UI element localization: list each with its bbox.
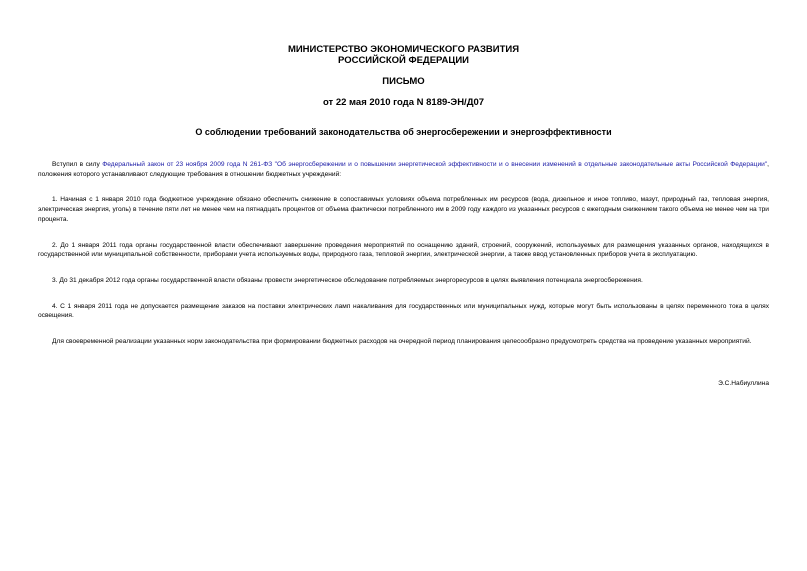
paragraph-1: 1. Начиная с 1 января 2010 года бюджетное учреждение обязано обеспечить снижение в сопоставимых условиях объема потребленных им ресурсов (вода, дизельное и иное топливо, мазут, природный газ, тепловая энергия, электрическая энергия, уголь) в течение пяти лет не менее чем на пятнадцать процентов от объема фактически потребленного им в 2009 году каждого из указанных ресурсов с ежегодным снижением такого объема не менее чем на три процента. xyxy=(38,196,769,223)
signature: Э.С.Набиуллина xyxy=(718,380,769,387)
intro-paragraph xyxy=(38,160,769,179)
intro-suffix: , положения которого устанавливают следующие требования в отношении бюджетных учреждений: xyxy=(38,161,769,178)
document-body xyxy=(38,160,769,347)
federal-law-link[interactable]: Федеральный закон от 23 ноября 2009 года N 261-ФЗ "Об энергосбережении и о повышении энергетической эффективности и о внесении изменений в отдельные законодательные акты Российской Федерации" xyxy=(102,161,768,168)
document-subject: О соблюдении требований законодательства об энергосбережении и энергоэффективности xyxy=(195,127,612,137)
document-page xyxy=(38,44,769,387)
paragraph-2: 2. До 1 января 2011 года органы государственной власти обеспечивают завершение проведения мероприятий по оснащению зданий, строений, сооружений, используемых для размещения указанных органов, находящихся в государственной или муниципальной собственности, приборами учета используемых воды, природного газа, тепловой энергии, электрической энергии, а также ввод установленных приборов учета в эксплуатацию. xyxy=(38,241,769,259)
paragraph-3: 3. До 31 декабря 2012 года органы государственной власти обязаны провести энергетическое обследование потребляемых энергоресурсов в целях выявления потенциала энергосбережения. xyxy=(52,276,643,284)
ministry-name-line2: РОССИЙСКОЙ ФЕДЕРАЦИИ xyxy=(337,55,469,66)
paragraph-5: Для своевременной реализации указанных норм законодательства при формировании бюджетных расходов на очередной период планирования целесообразно предусмотреть средства на проведение указанных мероприятий. xyxy=(52,338,752,346)
ministry-name-line1: МИНИСТЕРСТВО ЭКОНОМИЧЕСКОГО РАЗВИТИЯ xyxy=(287,44,520,55)
document-type: ПИСЬМО xyxy=(382,76,425,87)
document-date-number: от 22 мая 2010 года N 8189-ЭН/Д07 xyxy=(322,97,485,108)
document-header xyxy=(38,44,769,108)
paragraph-4: 4. С 1 января 2011 года не допускается размещение заказов на поставки электрических ламп накаливания для государственных или муниципальных нужд, которые могут быть использованы в целях переменного тока в целях освещения. xyxy=(38,302,769,320)
intro-prefix: Вступил в силу xyxy=(52,161,103,168)
